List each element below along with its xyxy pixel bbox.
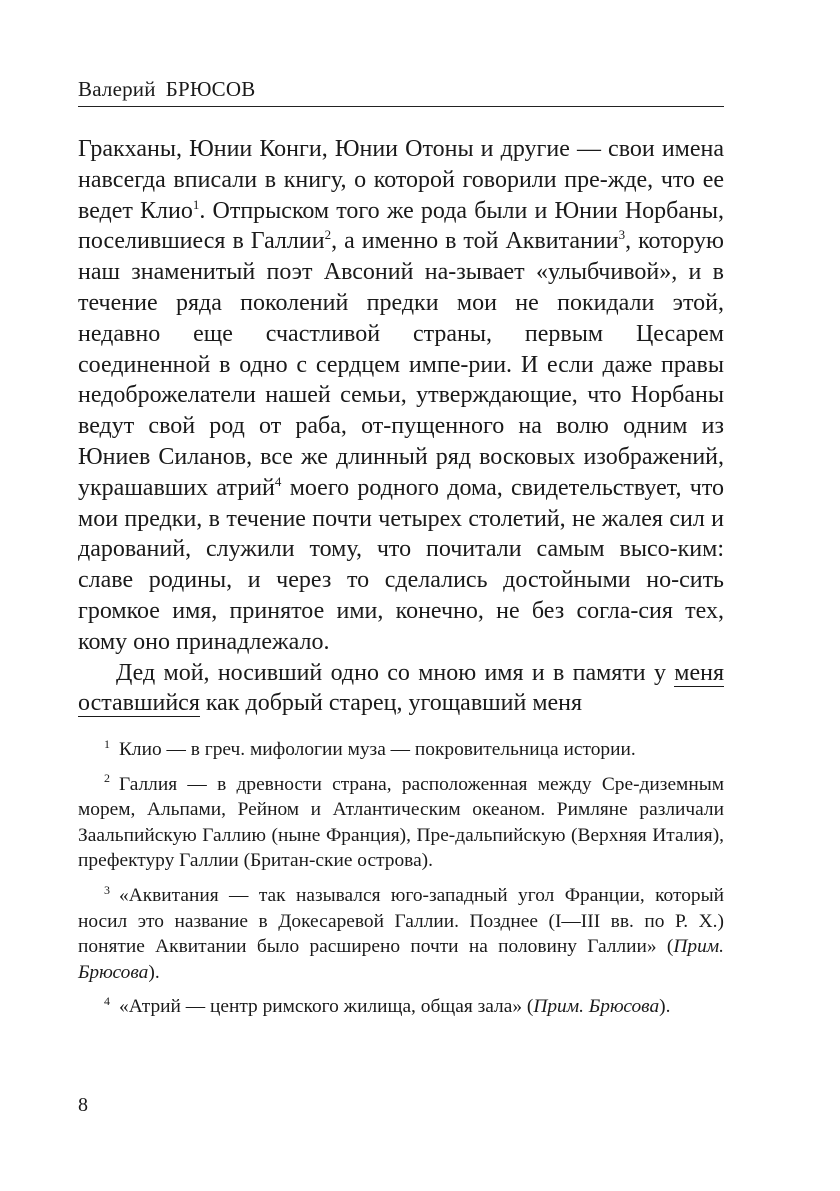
paragraph-2 xyxy=(78,658,724,720)
footnote-number: 4 xyxy=(104,993,110,1008)
running-header xyxy=(78,76,724,102)
header-rule xyxy=(78,106,724,107)
page-number: 8 xyxy=(78,1094,88,1116)
footnote-italic: Прим. Брюсова xyxy=(533,996,660,1018)
text-run: как добрый старец, угощавший меня xyxy=(199,690,583,717)
footnote-number: 2 xyxy=(104,771,110,786)
main-text xyxy=(78,134,724,719)
text-run: Дед мой, носивший одно со мною имя и в памяти у xyxy=(116,659,675,686)
footnote-text: «Атрий — центр римского жилища, общая зала» ( xyxy=(119,996,534,1018)
author-first-name: Валерий xyxy=(78,77,156,101)
footnote-number: 3 xyxy=(104,882,110,897)
footnote-italic: Прим. Брюсова xyxy=(78,936,724,983)
text-run: моего родного дома, свидетельствует, что мои предки, в течение почти четырех столетий, не жалея сил и дарований, служили тому, что почитали самым высо-ким: славе родины, и через то сделались достойными но-сить громкое имя, принятое ими, конечно, не без согла-сия тех, кому оно принадлежало. xyxy=(78,474,724,655)
text-run: , а именно в той Аквитании xyxy=(331,228,619,255)
footnotes xyxy=(78,737,724,1029)
footnote-text: Клио — в греч. мифологии муза — покровительница истории. xyxy=(119,739,636,760)
footnote-3 xyxy=(78,883,724,985)
text-run: , которую наш знаменитый поэт Авсоний на-зывает «улыбчивой», и в течение ряда поколений предки мои не покидали этой, недавно еще счастливой страны, первым Цесарем соединенной в одно с сердцем импе-рии. И если даже правы недоброжелатели нашей семьи, утверждающие, что Норбаны ведут свой род от раба, от-пущенного на волю одним из Юниев Силанов, все же длинный ряд восковых изображений, украшавших атрий xyxy=(78,228,724,501)
footnote-1 xyxy=(78,737,724,763)
footnote-4 xyxy=(78,994,724,1020)
author-last-name: БРЮСОВ xyxy=(165,77,256,101)
footnote-tail: ). xyxy=(148,961,160,983)
footnote-text: «Аквитания — так назывался юго-западный угол Франции, который носил это название в Докесаревой Галлии. Позднее (I—III вв. по Р. Х.) понятие Аквитании было расширено почти на половину Галлии» ( xyxy=(78,884,724,958)
text-run: Гракханы, Юнии Конги, Юнии Отоны и другие — свои имена навсегда вписали в книгу, о которой говорили пре-жде, что ее ведет Клио xyxy=(78,136,724,224)
footnote-ref-1[interactable]: 1 xyxy=(192,196,200,212)
paragraph-1 xyxy=(78,134,724,658)
underlined-text: меня оставшийся xyxy=(78,659,724,717)
footnote-ref-2[interactable]: 2 xyxy=(324,227,332,243)
footnote-2 xyxy=(78,772,724,874)
text-run: . Отпрыском того же рода были и Юнии Норбаны, поселившиеся в Галлии xyxy=(78,197,724,255)
footnote-ref-4[interactable]: 4 xyxy=(274,473,282,489)
footnote-text: Галлия — в древности страна, расположенная между Сре-диземным морем, Альпами, Рейном и Атлантическим океаном. Римляне различали Заальпийскую Галлию (ныне Франция), Пре-дальпийскую (Верхняя Италия), префектуру Галлии (Британ-ские острова). xyxy=(78,773,724,872)
footnote-number: 1 xyxy=(104,736,110,751)
footnote-ref-3[interactable]: 3 xyxy=(618,227,626,243)
footnote-tail: ). xyxy=(659,996,671,1018)
